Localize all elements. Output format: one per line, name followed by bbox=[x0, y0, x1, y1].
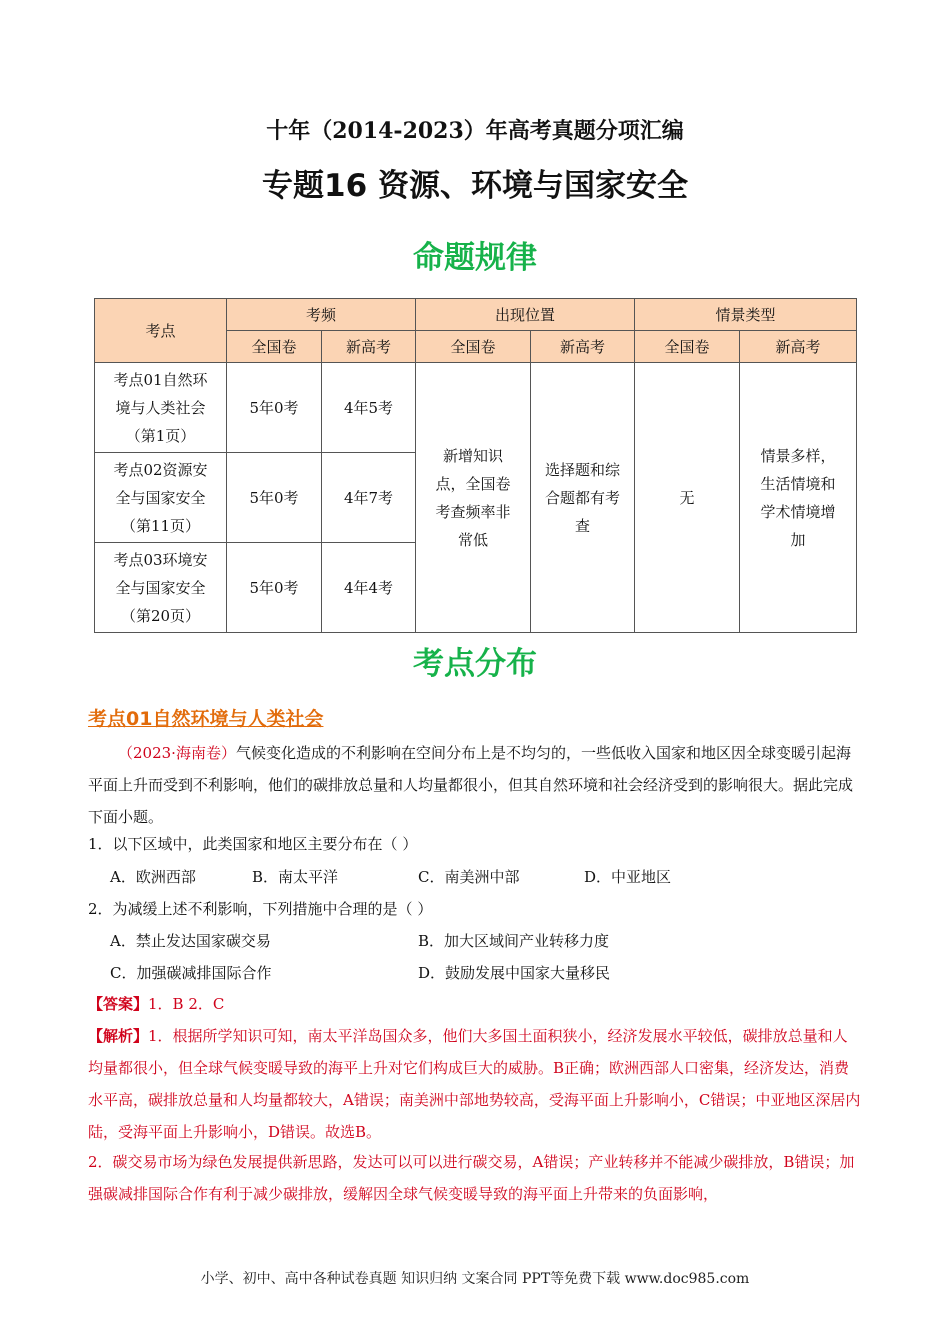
cell-line: 加 bbox=[790, 530, 806, 549]
topic-line: 全与国家安全 bbox=[115, 578, 206, 597]
q1-option-d: D．中亚地区 bbox=[584, 868, 672, 886]
rules-table bbox=[94, 298, 857, 633]
cell-line: 新增知识 bbox=[443, 446, 504, 465]
topic-cell bbox=[95, 363, 227, 453]
cell-line: 考查频率非 bbox=[435, 502, 511, 521]
topic-line: 考点01自然环 bbox=[113, 370, 208, 389]
topic-line: 境与人类社会 bbox=[115, 398, 206, 417]
cell-line: 合题都有考 bbox=[545, 488, 621, 507]
q2-option-c: C．加强碳减排国际合作 bbox=[110, 964, 272, 982]
header-position: 出现位置 bbox=[416, 299, 635, 331]
subheader: 全国卷 bbox=[416, 331, 531, 363]
document-title: 十年（2014-2023）年高考真题分项汇编 bbox=[266, 118, 684, 144]
answer-line bbox=[88, 988, 862, 1020]
subheader: 新高考 bbox=[531, 331, 635, 363]
freq-new: 4年7考 bbox=[322, 453, 416, 543]
q1-option-b: B．南太平洋 bbox=[252, 868, 339, 886]
position-national bbox=[416, 363, 531, 633]
header-scene: 情景类型 bbox=[635, 299, 857, 331]
analysis-label: 【解析】 bbox=[88, 1027, 149, 1045]
topic-cell bbox=[95, 543, 227, 633]
cell-line: 选择题和综 bbox=[545, 460, 621, 479]
freq-national: 5年0考 bbox=[227, 363, 322, 453]
q2-option-b: B．加大区域间产业转移力度 bbox=[418, 932, 610, 950]
subheader: 全国卷 bbox=[635, 331, 740, 363]
question-intro bbox=[88, 737, 862, 833]
subheader: 新高考 bbox=[740, 331, 857, 363]
topic-line: 考点03环境安 bbox=[113, 550, 208, 569]
topic-title: 专题16 资源、环境与国家安全 bbox=[262, 168, 688, 204]
topic-cell bbox=[95, 453, 227, 543]
question-source: （2023·海南卷） bbox=[118, 744, 236, 762]
answer-label: 【答案】 bbox=[88, 995, 149, 1013]
q2-option-d: D．鼓励发展中国家大量移民 bbox=[418, 964, 611, 982]
scene-new bbox=[740, 363, 857, 633]
subheader: 新高考 bbox=[322, 331, 416, 363]
section-heading-distribution: 考点分布 bbox=[413, 646, 537, 682]
analysis-2: 2．碳交易市场为绿色发展提供新思路，发达可以可以进行碳交易，A错误；产业转移并不能减少碳排放，B错误；加强碳减排国际合作有利于减少碳排放，缓解因全球气候变暖导致的海平面上升带来的负面影响， bbox=[88, 1153, 855, 1203]
freq-national: 5年0考 bbox=[227, 453, 322, 543]
subheader: 全国卷 bbox=[227, 331, 322, 363]
topic-section-title: 考点01自然环境与人类社会 bbox=[88, 708, 324, 730]
question-1: 1．以下区域中，此类国家和地区主要分布在（ ） bbox=[88, 835, 418, 853]
header-frequency: 考频 bbox=[227, 299, 416, 331]
answer-text: 1．B 2．C bbox=[148, 995, 225, 1013]
freq-national: 5年0考 bbox=[227, 543, 322, 633]
analysis-1 bbox=[88, 1020, 862, 1148]
topic-line: 考点02资源安 bbox=[113, 460, 208, 479]
topic-line: （第20页） bbox=[120, 606, 201, 625]
q1-option-c: C．南美洲中部 bbox=[418, 868, 520, 886]
cell-line: 常低 bbox=[458, 530, 489, 549]
position-new bbox=[531, 363, 635, 633]
section-heading-rules: 命题规律 bbox=[413, 240, 537, 276]
topic-line: （第1页） bbox=[125, 426, 196, 445]
page-footer: 小学、初中、高中各种试卷真题 知识归纳 文案合同 PPT等免费下载 www.doc985.com bbox=[200, 1271, 750, 1287]
cell-line: 情景多样， bbox=[760, 446, 836, 465]
freq-new: 4年5考 bbox=[322, 363, 416, 453]
topic-line: （第11页） bbox=[120, 516, 201, 535]
analysis-1-text: 1．根据所学知识可知，南太平洋岛国众多，他们大多国土面积狭小，经济发展水平较低，碳排放总量和人均量都很小，但全球气候变暖导致的海平上升对它们构成巨大的威胁。B正确；欧洲西部人口密集，经济发达，消费水平高，碳排放总量和人均量都较大，A错误；南美洲中部地势较高，受海平面上升影响小，C错误；中亚地区深居内陆，受海平面上升影响小，D错误。故选B。 bbox=[88, 1027, 861, 1141]
intro-text: 气候变化造成的不利影响在空间分布上是不均匀的，一些低收入国家和地区因全球变暖引起海平面上升而受到不利影响，他们的碳排放总量和人均量都很小，但其自然环境和社会经济受到的影响很大。据此完成下面小题。 bbox=[88, 744, 854, 826]
cell-line: 点，全国卷 bbox=[435, 474, 511, 493]
q1-option-a: A．欧洲西部 bbox=[110, 868, 196, 886]
cell-line: 学术情境增 bbox=[760, 502, 836, 521]
freq-new: 4年4考 bbox=[322, 543, 416, 633]
topic-line: 全与国家安全 bbox=[115, 488, 206, 507]
header-topic: 考点 bbox=[95, 299, 227, 363]
scene-national: 无 bbox=[635, 363, 740, 633]
q2-option-a: A．禁止发达国家碳交易 bbox=[110, 932, 271, 950]
question-2: 2．为减缓上述不利影响，下列措施中合理的是（ ） bbox=[88, 900, 433, 918]
cell-line: 生活情境和 bbox=[760, 474, 836, 493]
cell-line: 查 bbox=[575, 516, 591, 535]
